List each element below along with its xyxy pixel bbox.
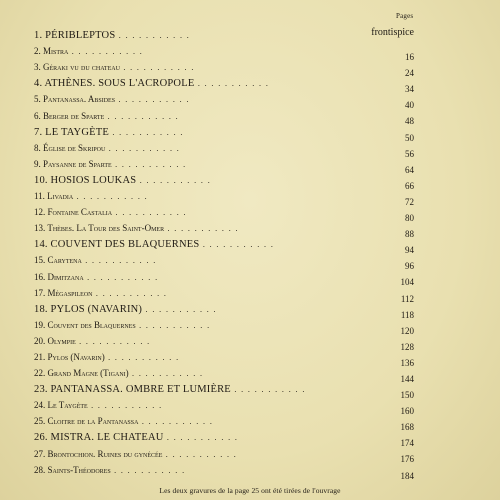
toc-row: [34, 92, 414, 111]
toc-entry-label: 19. Couvent des Blaquernes: [34, 319, 136, 330]
toc-page-number: 48: [405, 116, 414, 127]
toc-entry: [34, 433, 238, 443]
toc-entry: [34, 255, 157, 266]
leader-dots: . . . . . . . . . . .: [108, 127, 184, 137]
toc-page-number: 112: [400, 293, 414, 304]
toc-entry-label: 23. PANTANASSA. OMBRE ET LUMIÈRE: [34, 384, 231, 396]
toc-row: [34, 157, 414, 173]
toc-row: [34, 334, 414, 350]
toc-entry: [34, 31, 190, 41]
leader-dots: . . . . . . . . . . .: [92, 288, 168, 298]
toc-entry: [34, 207, 187, 218]
toc-row: [34, 28, 414, 44]
leader-dots: . . . . . . . . . . .: [138, 417, 214, 427]
toc-row: [34, 221, 414, 240]
toc-row: [34, 60, 414, 79]
toc-page-number: 50: [405, 132, 414, 143]
toc-row: [34, 44, 414, 63]
toc-row: [34, 173, 414, 189]
toc-entry-label: 8. Église de Skripou: [34, 142, 106, 153]
toc-entry-label: 4. ATHÈNES. SOUS L'ACROPOLE: [34, 78, 195, 90]
toc-page-number: 66: [405, 180, 414, 191]
toc-entry: [34, 159, 187, 170]
toc-page-number: 64: [405, 164, 414, 175]
toc-page-number: 168: [400, 422, 414, 433]
toc-entry-label: 1. PÉRIBLEPTOS: [34, 30, 116, 42]
leader-dots: . . . . . . . . . . .: [110, 465, 186, 475]
leader-dots: . . . . . . . . . . .: [83, 272, 159, 282]
toc-entry: [34, 416, 213, 427]
toc-entry: [34, 240, 274, 250]
leader-dots: . . . . . . . . . . .: [104, 111, 180, 121]
toc-page-number: 184: [400, 470, 414, 481]
toc-row: [34, 237, 414, 256]
leader-dots: . . . . . . . . . . .: [142, 304, 217, 314]
toc-page-number: 94: [405, 245, 414, 256]
toc-entry-label: 24. Le Taygète: [34, 400, 88, 411]
leader-dots: . . . . . . . . . . .: [104, 352, 180, 362]
toc-entry: [34, 46, 143, 57]
leader-dots: . . . . . . . . . . .: [111, 159, 187, 169]
leader-dots: . . . . . . . . . . .: [162, 449, 238, 459]
toc-entry: [34, 223, 239, 234]
pages-column-header: Pages: [396, 12, 414, 20]
leader-dots: . . . . . . . . . . .: [75, 336, 151, 346]
toc-entry: [34, 79, 269, 89]
leader-dots: . . . . . . . . . . .: [112, 208, 187, 218]
toc-entry: [34, 352, 180, 363]
toc-row: [34, 398, 414, 417]
toc-entry-label: 28. Saints-Théodores: [34, 464, 111, 475]
toc-entry: [34, 143, 180, 154]
toc-row: [34, 350, 414, 366]
toc-page-number: 176: [400, 454, 414, 465]
toc-page-number: 80: [405, 213, 414, 224]
toc-entry: [34, 288, 167, 299]
toc-entry: [34, 111, 179, 122]
toc-row: [34, 414, 414, 433]
toc-page-number: 144: [400, 373, 414, 384]
toc-page-number: 40: [405, 100, 414, 111]
toc-page-number: 118: [400, 309, 414, 320]
toc-entry-label: 11. Livadia: [34, 191, 74, 202]
leader-dots: . . . . . . . . . . .: [115, 95, 190, 105]
toc-page-number: frontispice: [371, 27, 414, 38]
table-of-illustrations: [34, 28, 414, 479]
cut-off-heading: [150, 0, 380, 6]
leader-dots: . . . . . . . . . . .: [105, 143, 181, 153]
toc-row: [34, 253, 414, 272]
leader-dots: . . . . . . . . . . .: [163, 433, 239, 443]
leader-dots: . . . . . . . . . . .: [230, 385, 306, 395]
leader-dots: . . . . . . . . . . .: [119, 63, 195, 73]
leader-dots: . . . . . . . . . . .: [73, 192, 149, 202]
toc-page-number: 120: [400, 325, 414, 336]
toc-row: [34, 189, 414, 205]
toc-row: [34, 108, 414, 127]
toc-entry-label: 22. Grand Magne (Tigani): [34, 368, 129, 379]
toc-entry-label: 7. LE TAYGÈTE: [34, 126, 109, 138]
toc-entry-label: 14. COUVENT DES BLAQUERNES: [34, 239, 200, 251]
toc-entry-label: 13. Thèbes. La Tour des Saint-Omer: [34, 223, 165, 234]
toc-row: [34, 125, 414, 141]
toc-row: [34, 141, 414, 157]
leader-dots: . . . . . . . . . . .: [199, 240, 275, 250]
toc-entry-label: 16. Dimitzana: [34, 271, 84, 282]
toc-row: [34, 286, 414, 302]
toc-entry-label: 15. Carytena: [34, 255, 82, 266]
toc-entry-label: 6. Berger de Sparte: [34, 110, 105, 121]
toc-entry-label: 25. Cloitre de la Pantanassa: [34, 416, 139, 427]
toc-row: [34, 269, 414, 288]
leader-dots: . . . . . . . . . . .: [81, 256, 157, 266]
toc-entry-label: 2. Mistra: [34, 46, 69, 57]
toc-page-number: 136: [400, 357, 414, 368]
toc-entry: [34, 272, 158, 283]
toc-entry: [34, 336, 151, 347]
toc-entry: [34, 62, 195, 73]
toc-entry: [34, 94, 190, 105]
toc-entry-label: 27. Brontochion. Ruines du gynécée: [34, 448, 163, 459]
toc-entry-label: 21. Pylos (Navarin): [34, 351, 105, 362]
toc-entry: [34, 465, 185, 476]
toc-page-number: 104: [400, 277, 414, 288]
toc-entry-label: 10. HOSIOS LOUKAS: [34, 174, 137, 186]
toc-entry: [34, 305, 217, 315]
toc-row: [34, 76, 414, 95]
toc-page-number: 24: [405, 68, 414, 79]
leader-dots: . . . . . . . . . . .: [128, 369, 204, 379]
footnote: Les deux gravures de la page 25 ont été tirées de l'ouvrage: [159, 486, 341, 495]
toc-entry: [34, 128, 184, 138]
toc-entry-label: 12. Fontaine Castalia: [34, 207, 113, 218]
toc-entry: [34, 400, 163, 411]
toc-entry-label: 18. PYLOS (NAVARIN): [34, 303, 143, 315]
toc-entry-label: 9. Paysanne de Sparte: [34, 158, 112, 169]
toc-entry: [34, 176, 211, 186]
toc-page-number: 16: [405, 52, 414, 63]
leader-dots: . . . . . . . . . . .: [115, 31, 191, 41]
leader-dots: . . . . . . . . . . .: [136, 175, 212, 185]
leader-dots: . . . . . . . . . . .: [68, 47, 144, 57]
toc-row: [34, 446, 414, 465]
toc-entry: [34, 191, 148, 202]
toc-page-number: 174: [400, 438, 414, 449]
toc-entry-label: 20. Olympie: [34, 335, 76, 346]
toc-page-number: 128: [400, 341, 414, 352]
toc-entry-label: 26. MISTRA. LE CHATEAU: [34, 432, 164, 444]
toc-page-number: 150: [400, 390, 414, 401]
toc-row: [34, 302, 414, 318]
leader-dots: . . . . . . . . . . .: [164, 224, 239, 234]
toc-row: [34, 366, 414, 382]
leader-dots: . . . . . . . . . . .: [87, 401, 163, 411]
toc-page-number: 72: [405, 196, 414, 207]
toc-page-number: 160: [400, 406, 414, 417]
toc-entry: [34, 368, 203, 379]
toc-entry: [34, 320, 210, 331]
toc-page-number: 88: [405, 229, 414, 240]
toc-row: [34, 382, 414, 401]
leader-dots: . . . . . . . . . . .: [135, 320, 211, 330]
toc-entry-label: 3. Géraki vu du chateau: [34, 62, 120, 73]
toc-row: [34, 430, 414, 449]
toc-row: [34, 463, 414, 479]
toc-page-number: 56: [405, 148, 414, 159]
toc-page-number: 96: [405, 261, 414, 272]
toc-row: [34, 318, 414, 334]
toc-row: [34, 205, 414, 224]
toc-entry-label: 17. Mégaspileon: [34, 287, 93, 298]
toc-entry: [34, 449, 237, 460]
toc-page-number: 34: [405, 84, 414, 95]
leader-dots: . . . . . . . . . . .: [194, 79, 270, 89]
toc-entry-label: 5. Pantanassa. Absides: [34, 94, 116, 105]
toc-entry: [34, 385, 306, 395]
